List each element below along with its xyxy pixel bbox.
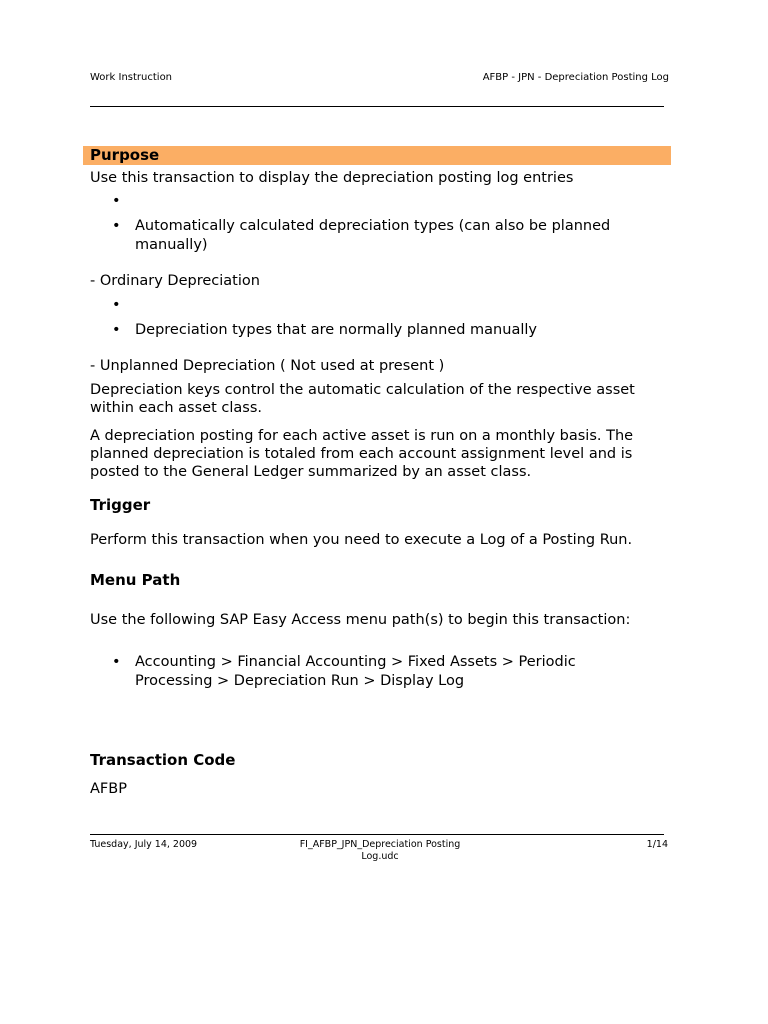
list-item — [110, 296, 630, 314]
footer-filename — [280, 839, 480, 863]
bullet-icon: • — [112, 654, 121, 670]
purpose-intro: Use this transaction to display the depreciation posting log entries — [90, 170, 574, 186]
footer-page-number: 1/14 — [646, 839, 668, 850]
bullet-icon: • — [112, 218, 121, 234]
list-item — [110, 192, 630, 210]
menu-path-list — [110, 653, 610, 691]
footer-rule — [90, 834, 664, 835]
purpose-paragraph-1: Depreciation keys control the automatic calculation of the respective asset within each asset class. — [90, 382, 635, 416]
list-item: • Accounting > Financial Accounting > Fixed Assets > Periodic Processing > Depreciation Run > Display Log — [112, 654, 576, 689]
unplanned-depreciation-label: - Unplanned Depreciation ( Not used at present ) — [90, 358, 445, 374]
footer-filename-line-1: FI_AFBP_JPN_Depreciation Posting — [299, 839, 461, 850]
purpose-heading: Purpose — [90, 146, 160, 164]
bullet-icon: • — [112, 297, 121, 313]
menu-path-heading: Menu Path — [90, 571, 181, 589]
bullet-icon: • — [112, 193, 121, 209]
footer-filename-line-2: Log.udc — [361, 851, 399, 862]
header-rule — [90, 106, 664, 107]
trigger-heading: Trigger — [90, 496, 151, 514]
purpose-paragraph-2: A depreciation posting for each active asset is run on a monthly basis. The planned depreciation is totaled from each account assignment level and is posted to the General Ledger summarized by an asset class. — [90, 428, 634, 480]
trigger-text: Perform this transaction when you need to execute a Log of a Posting Run. — [90, 532, 633, 548]
list-item: • Depreciation types that are normally planned manually — [112, 322, 537, 338]
purpose-bullet-list-1 — [110, 192, 630, 255]
menu-path-text: Use the following SAP Easy Access menu path(s) to begin this transaction: — [90, 612, 631, 628]
header-right: AFBP - JPN - Depreciation Posting Log — [482, 72, 669, 83]
purpose-highlight-bar — [83, 146, 671, 165]
purpose-bullet-list-2 — [110, 296, 630, 340]
transaction-code-value: AFBP — [90, 781, 127, 797]
list-item: • Automatically calculated depreciation types (can also be planned manually) — [112, 218, 611, 253]
transaction-code-heading: Transaction Code — [90, 751, 236, 769]
footer-date: Tuesday, July 14, 2009 — [90, 839, 198, 850]
ordinary-depreciation-label: - Ordinary Depreciation — [90, 273, 260, 289]
header-left: Work Instruction — [90, 72, 173, 83]
bullet-icon: • — [112, 322, 121, 338]
